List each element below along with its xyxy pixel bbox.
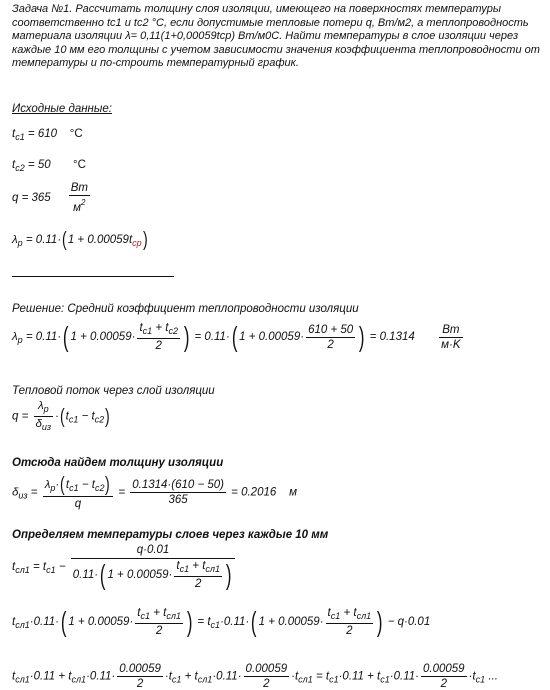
temps-heading: Определяем температуры слоев через каждые 10 мм: [12, 529, 329, 541]
solution-heading: Решение: Средний коэффициент теплопроводности изоляции: [12, 303, 359, 315]
tc1-value: 610: [37, 128, 58, 140]
heat-flow-heading: Тепловой поток через слой изоляции: [12, 385, 215, 397]
lambda-unit: $\frac{Вт}{м\cdot K}$: [441, 323, 461, 351]
lambda-avg-equation: $\lambda_p = 0.11\cdot$( 1 + 0.00059· $\frac{t_{c1} + t_{c2}}{2}$ ) = 0.11·( 1 + 0.00059· $\frac{610 + 50}{2}$ ) = 0.1314 $\frac{Вт}{м\cdot K}$: [12, 321, 461, 352]
tsl1-expanded-equation: $t_{сл1}\cdot 0.11\cdot$( 1 + 0.00059· $\frac{t_{c1} + t_{сл1}}{2}$ ) = $t_{c1}\cdot 0.11\cdot$( 1 + 0.00059· $\frac{t_{c1} + t_{сл1}}{2}$ ) − q·0.01: [12, 606, 431, 637]
tc2-unit: °C: [73, 159, 86, 171]
q-line: q = 365 $\frac{Вт}{м^2}$: [12, 182, 88, 214]
tsl1-linear-equation: $t_{сл1}\cdot 0.11 + t_{сл1}\cdot 0.11\cdot$ $\frac{0.00059}{2}$ $\cdot t_{c1} + t_{сл1}\cdot 0.11\cdot$ $\frac{0.00059}{2}$ $\cdot t_{сл1} = t_{c1}\cdot 0.11 + t_{c1}\cdot 0.11\cdot$ $\frac{0.00059}{2}$ $\cdot t_{c1}$ ...: [12, 663, 498, 690]
tc1-line: $t_{c1} = 610$ °C: [12, 128, 83, 142]
given-heading: Исходные данные:: [12, 103, 112, 115]
thickness-heading: Отсюда найдем толщину изоляции: [12, 457, 224, 469]
thickness-equation: $\delta_{из}$ = $\frac{\lambda_p\cdot(t_{c1} - t_{c2})}{q}$ = $\frac{0.1314\cdot(610 - 50)}{365}$ = 0.2016 м: [12, 474, 297, 510]
tc2-line: $t_{c2} = 50$ °C: [12, 159, 86, 173]
q-unit: $\frac{Вт}{м^2}$: [70, 182, 88, 214]
q-value: 365: [31, 192, 51, 205]
separator-line: [12, 276, 174, 277]
tsl1-equation: $t_{сл1} = t_{c1}$ − q·0.01 0.11·( 1 + 0.00059· $\frac{t_{c1} + t_{сл1}}{2}$ ): [12, 544, 237, 590]
lambda-p-definition: $\lambda_p = 0.11\cdot(1 + 0.00059t_{cp})$: [12, 229, 148, 251]
lambda-result: 0.1314: [379, 331, 415, 344]
tc1-unit: °C: [69, 128, 83, 140]
delta-result: 0.2016: [241, 486, 277, 499]
tc2-value: 50: [37, 159, 51, 171]
task-statement: Задача №1. Рассчитать толщину слоя изоляции, имеющего на поверхностях температуры соответственно tc1 и tc2 °С, если допустимые тепловые потери q, Вт/м2, а теплопроводность материала изоляции λ= 0,11(1+0,00059tср) Вт/м0С. Найти температуры в слое изоляции через каждые 10 мм его толщины с учетом зависимости значения коэффициента теплопроводности от температуры и по-строить температурный график.: [12, 3, 540, 69]
heat-flow-equation: q = $\frac{\lambda_p}{\delta_{из}}$ $\cdot(t_{c1} - t_{c2})$: [12, 400, 110, 432]
delta-unit: м: [289, 486, 297, 499]
